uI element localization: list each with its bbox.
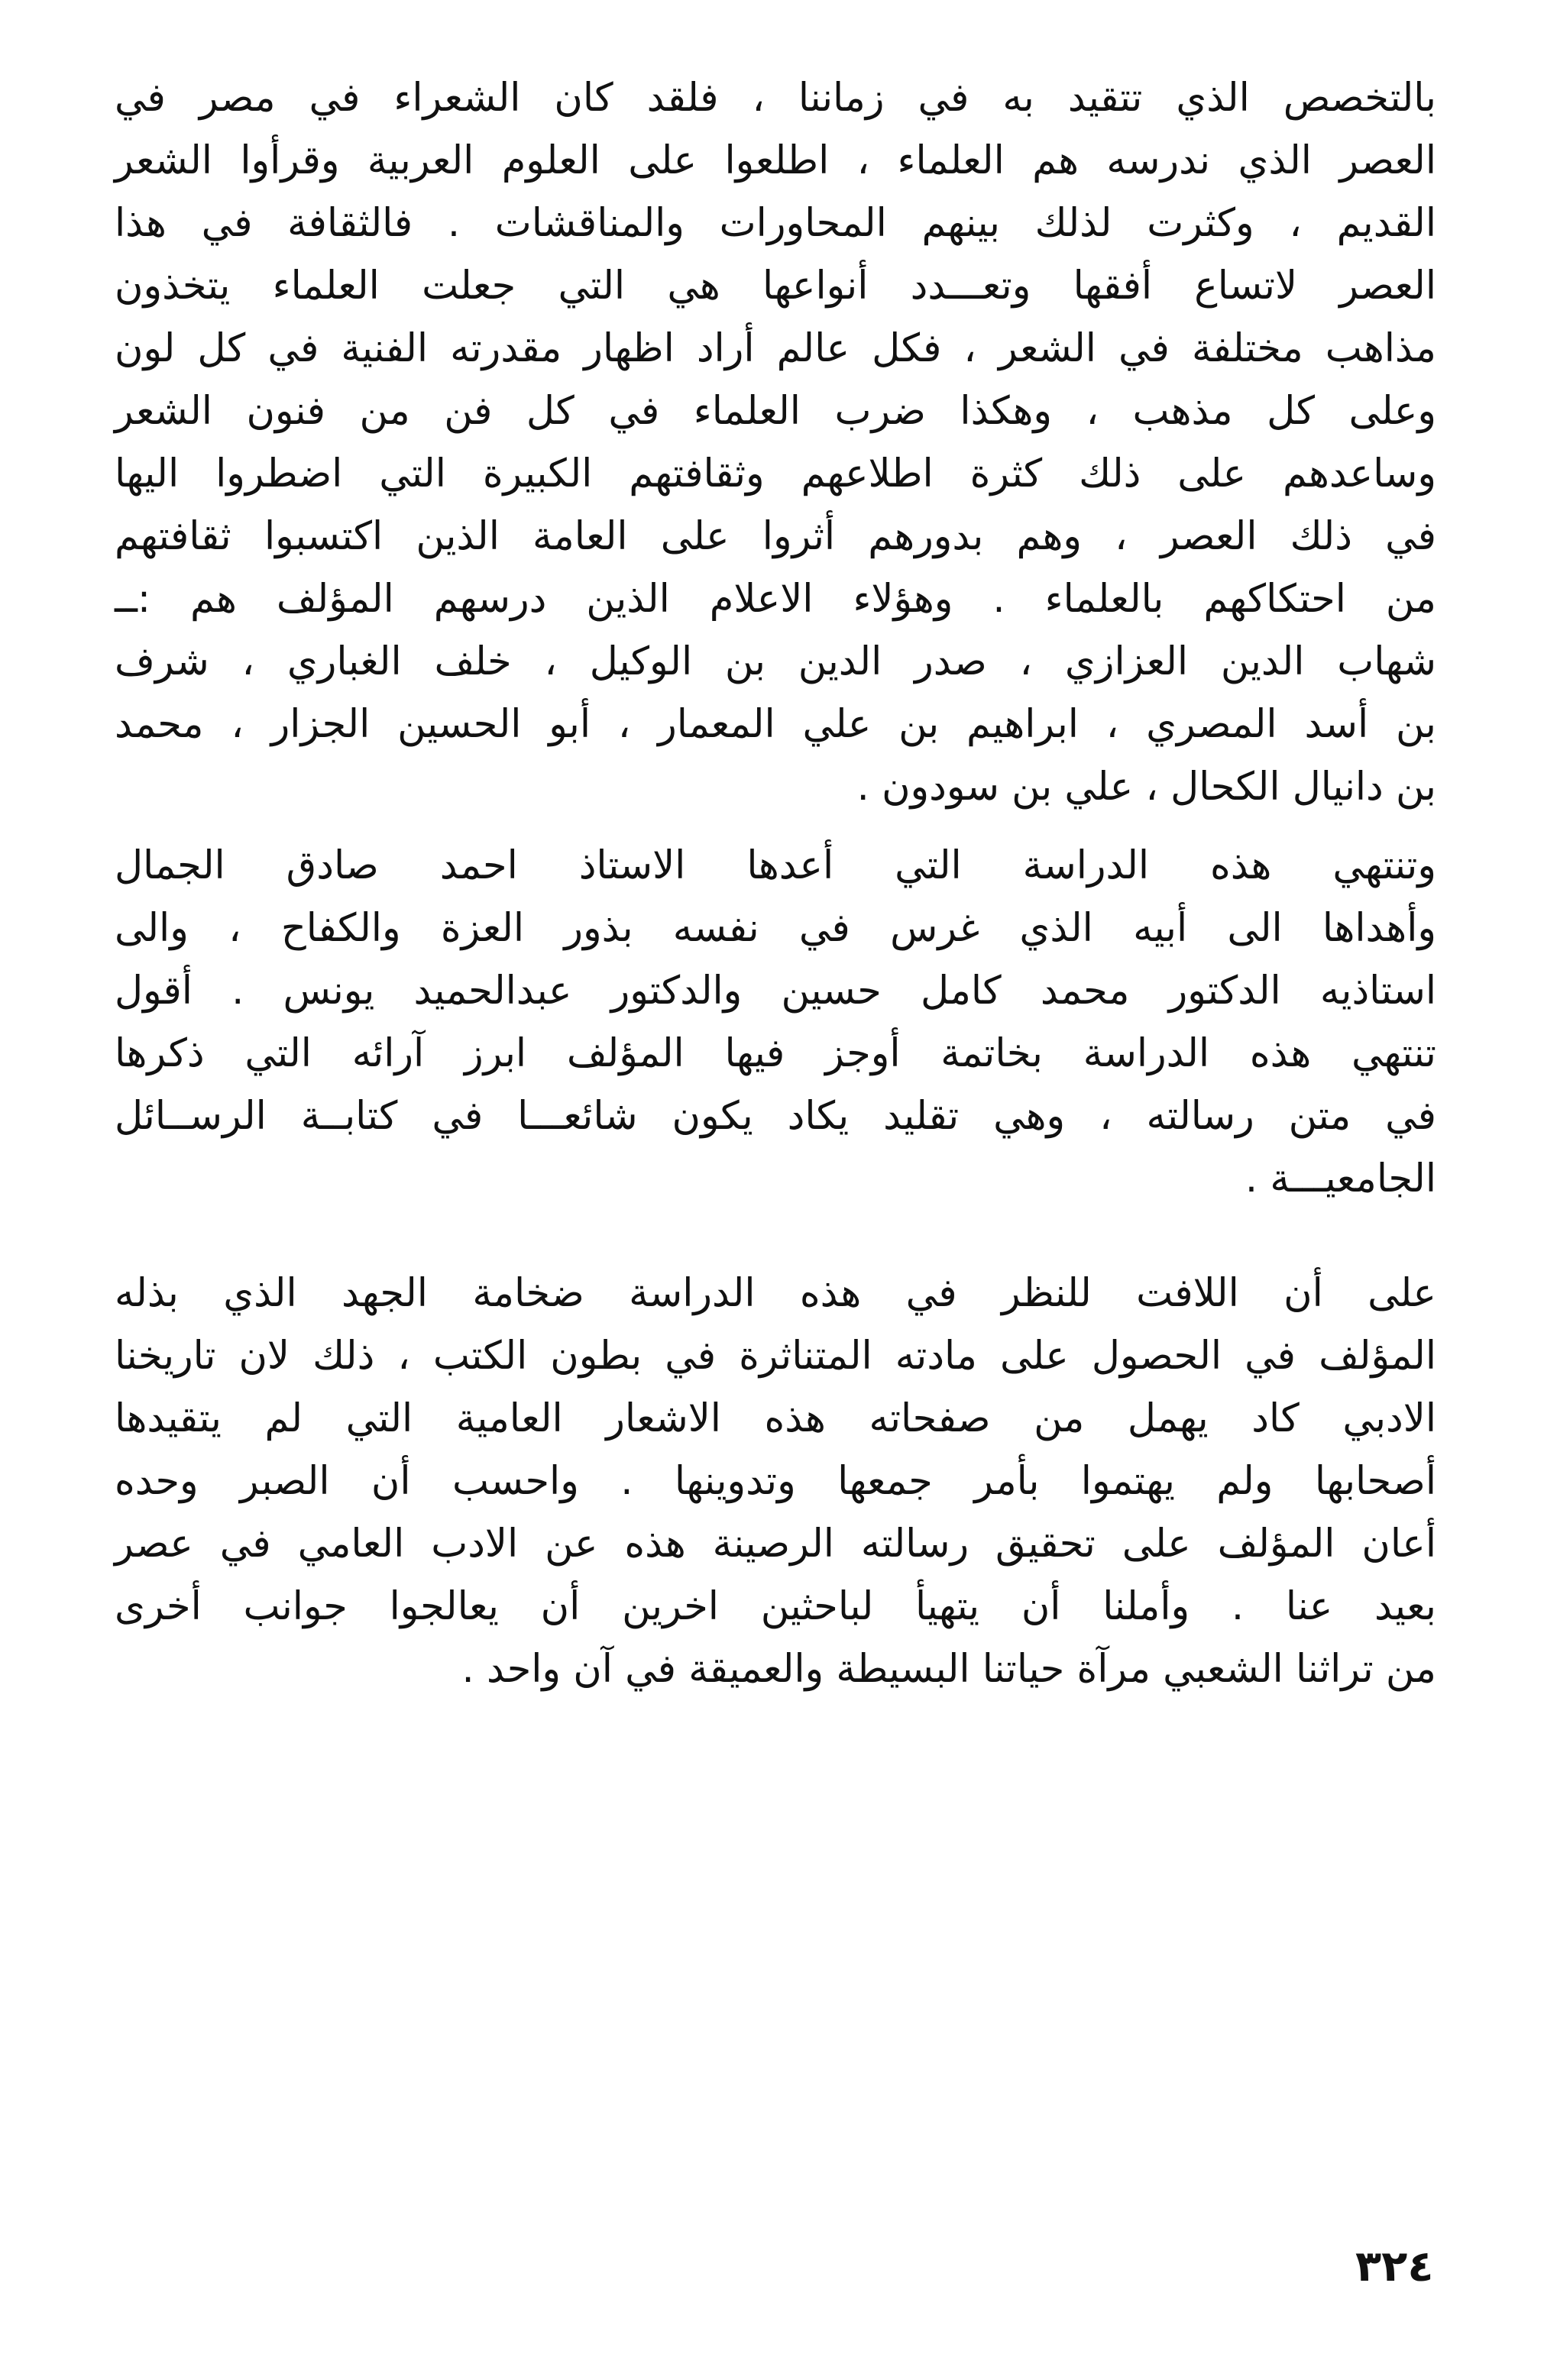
text-line: بعيد عنا . وأملنا أن يتهيأ لباحثين اخرين أن يعالجوا جوانب أخرى	[115, 1584, 1436, 1629]
text-line: بالتخصص الذي تتقيد به في زماننا ، فلقد كان الشعراء في مصر في	[115, 76, 1436, 121]
text-line: في متن رسالته ، وهي تقليد يكاد يكون شائعـــا في كتابــة الرســائل	[115, 1094, 1436, 1139]
text-line: أصحابها ولم يهتموا بأمر جمعها وتدوينها . واحسب أن الصبر وحده	[115, 1459, 1436, 1504]
text-line: أعان المؤلف على تحقيق رسالته الرصينة هذه عن الادب العامي في عصر	[115, 1521, 1436, 1567]
text-line: العصر الذي ندرسه هم العلماء ، اطلعوا على العلوم العربية وقرأوا الشعر	[115, 138, 1436, 183]
text-line: القديم ، وكثرت لذلك بينهم المحاورات والمناقشات . فالثقافة في هذا	[115, 201, 1436, 246]
text-line: وأهداها الى أبيه الذي غرس في نفسه بذور العزة والكفاح ، والى	[115, 906, 1436, 951]
text-line: من تراثنا الشعبي مرآة حياتنا البسيطة والعميقة في آن واحد .	[461, 1647, 1436, 1692]
text-line: الادبي كاد يهمل من صفحاته هذه الاشعار العامية التي لم يتقيدها	[115, 1396, 1436, 1441]
text-line: المؤلف في الحصول على مادته المتناثرة في بطون الكتب ، ذلك لان تاريخنا	[115, 1334, 1436, 1379]
text-line: تنتهي هذه الدراسة بخاتمة أوجز فيها المؤلف ابرز آرائه التي ذكرها	[115, 1031, 1436, 1076]
text-line: الجامعيـــة .	[1245, 1156, 1436, 1201]
text-line: في ذلك العصر ، وهم بدورهم أثروا على العامة الذين اكتسبوا ثقافتهم	[115, 514, 1436, 559]
text-line: من احتكاكهم بالعلماء . وهؤلاء الاعلام الذين درسهم المؤلف هم :ــ	[115, 577, 1436, 622]
paragraph-1	[115, 67, 1436, 819]
text-line: العصر لاتساع أفقها وتعـــدد أنواعها هي التي جعلت العلماء يتخذون	[115, 264, 1436, 309]
page-number: ٣٢٤	[1355, 2242, 1434, 2291]
text-line: مذاهب مختلفة في الشعر ، فكل عالم أراد اظهار مقدرته الفنية في كل لون	[115, 326, 1436, 371]
text-line: على أن اللافت للنظر في هذه الدراسة ضخامة الجهد الذي بذله	[115, 1271, 1436, 1316]
text-line: وعلى كل مذهب ، وهكذا ضرب العلماء في كل فن من فنون الشعر	[115, 389, 1436, 434]
paragraph-3	[115, 1263, 1436, 1701]
text-line: وساعدهم على ذلك كثرة اطلاعهم وثقافتهم الكبيرة التي اضطروا اليها	[115, 451, 1436, 496]
text-line: شهاب الدين العزازي ، صدر الدين بن الوكيل ، خلف الغباري ، شرف	[115, 639, 1436, 684]
paragraph-2	[115, 835, 1436, 1211]
text-line: بن أسد المصري ، ابراهيم بن علي المعمار ، أبو الحسين الجزار ، محمد	[115, 702, 1436, 747]
text-line: وتنتهي هذه الدراسة التي أعدها الاستاذ احمد صادق الجمال	[115, 843, 1436, 888]
text-line: استاذيه الدكتور محمد كامل حسين والدكتور عبدالحميد يونس . أقول	[115, 968, 1436, 1014]
text-line: بن دانيال الكحال ، علي بن سودون .	[856, 765, 1436, 810]
